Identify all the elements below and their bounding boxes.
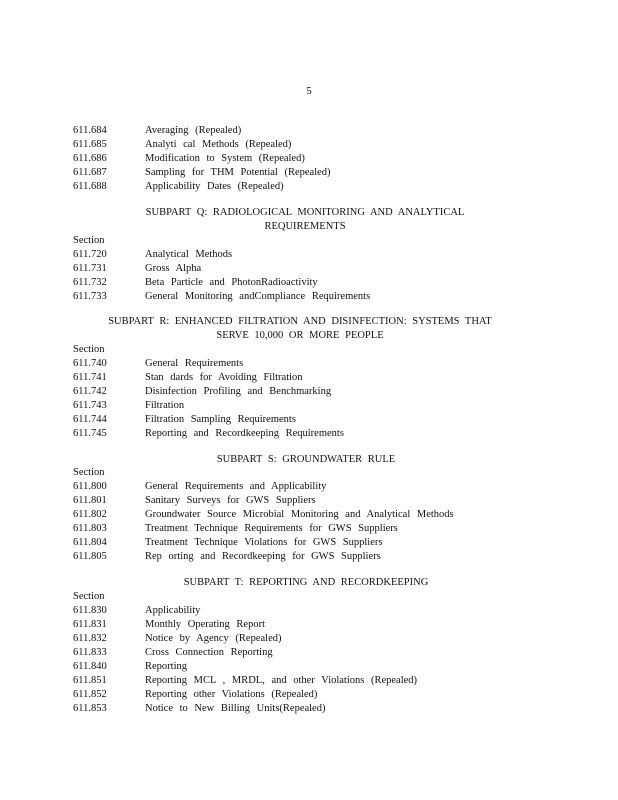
section-number: 611.743 — [73, 400, 107, 411]
section-number: 611.804 — [73, 537, 107, 548]
section-title: Groundwater Source Microbial Monitoring and Analytical Methods — [145, 509, 454, 520]
section-number: 611.732 — [73, 277, 107, 288]
toc-entry — [73, 427, 344, 441]
section-title: Applicability — [145, 605, 201, 616]
toc-entry — [73, 413, 296, 427]
toc-entry — [73, 124, 241, 138]
section-title: Analytical Methods — [145, 249, 233, 260]
section-title: Sampling for THM Potential (Repealed) — [145, 167, 331, 178]
section-number: 611.800 — [73, 481, 107, 492]
toc-entry — [73, 180, 284, 194]
toc-entry — [73, 536, 382, 550]
section-number: 611.840 — [73, 661, 107, 672]
toc-entry — [73, 660, 187, 674]
section-number: 611.831 — [73, 619, 107, 630]
toc-entry — [73, 138, 291, 152]
section-label: Section — [73, 344, 105, 355]
section-number: 611.802 — [73, 509, 107, 520]
section-number: 611.688 — [73, 181, 107, 192]
section-title: Sanitary Surveys for GWS Suppliers — [145, 495, 316, 506]
toc-entry — [73, 618, 265, 632]
toc-entry — [73, 674, 417, 688]
section-title: Cross Connection Reporting — [145, 647, 273, 658]
section-number: 611.832 — [73, 633, 107, 644]
toc-entry — [73, 494, 316, 508]
toc-entry — [73, 480, 326, 494]
section-title: Analyti cal Methods (Repealed) — [145, 139, 292, 150]
section-title: Reporting MCL , MRDL, and other Violations (Repealed) — [145, 675, 418, 686]
section-number: 611.731 — [73, 263, 107, 274]
section-number: 611.801 — [73, 495, 107, 506]
section-title: Treatment Technique Violations for GWS Suppliers — [145, 537, 383, 548]
section-number: 611.742 — [73, 386, 107, 397]
toc-entry — [73, 152, 305, 166]
section-number: 611.853 — [73, 703, 107, 714]
section-title: Rep orting and Recordkeeping for GWS Suppliers — [145, 551, 381, 562]
section-number: 611.733 — [73, 291, 107, 302]
subpart-heading: SUBPART R: ENHANCED FILTRATION AND DISINFECTION: SYSTEMS THAT SERVE 10,000 OR MORE PEOPLE — [108, 316, 498, 341]
toc-entry — [73, 399, 184, 413]
section-title: Notice to New Billing Units(Repealed) — [145, 703, 326, 714]
toc-entry — [73, 276, 318, 290]
section-number: 611.805 — [73, 551, 107, 562]
section-title: Filtration Sampling Requirements — [145, 414, 296, 425]
section-number: 611.852 — [73, 689, 107, 700]
subpart-heading: SUBPART Q: RADIOLOGICAL MONITORING AND ANALYTICAL REQUIREMENTS — [145, 207, 470, 232]
section-title: Disinfection Profiling and Benchmarking — [145, 386, 332, 397]
toc-entry — [73, 248, 232, 262]
toc-entry — [73, 508, 454, 522]
section-number: 611.833 — [73, 647, 107, 658]
section-number: 611.740 — [73, 358, 107, 369]
toc-entry — [73, 688, 317, 702]
section-label: Section — [73, 467, 105, 478]
section-title: Reporting and Recordkeeping Requirements — [145, 428, 344, 439]
section-title: General Monitoring andCompliance Requirements — [145, 291, 371, 302]
section-title: Beta Particle and PhotonRadioactivity — [145, 277, 318, 288]
section-title: Modification to System (Repealed) — [145, 153, 305, 164]
section-title: General Requirements and Applicability — [145, 481, 327, 492]
toc-entry — [73, 385, 331, 399]
section-title: Monthly Operating Report — [145, 619, 265, 630]
section-title: General Requirements — [145, 358, 244, 369]
toc-entry — [73, 166, 331, 180]
section-title: Reporting — [145, 661, 187, 672]
section-title: Averaging (Repealed) — [145, 125, 242, 136]
section-number: 611.744 — [73, 414, 107, 425]
section-number: 611.745 — [73, 428, 107, 439]
toc-entry — [73, 522, 398, 536]
section-title: Filtration — [145, 400, 185, 411]
section-title: Stan dards for Avoiding Filtration — [145, 372, 303, 383]
section-title: Applicability Dates (Repealed) — [145, 181, 284, 192]
section-number: 611.851 — [73, 675, 107, 686]
page-number: 5 — [306, 85, 312, 97]
toc-entry — [73, 550, 381, 564]
section-number: 611.687 — [73, 167, 107, 178]
section-number: 611.684 — [73, 125, 107, 136]
section-title: Notice by Agency (Repealed) — [145, 633, 282, 644]
toc-entry — [73, 290, 370, 304]
section-number: 611.685 — [73, 139, 107, 150]
section-title: Reporting other Violations (Repealed) — [145, 689, 318, 700]
subpart-heading: SUBPART T: REPORTING AND RECORDKEEPING — [183, 577, 429, 588]
toc-entry — [73, 632, 282, 646]
toc-entry — [73, 702, 325, 716]
section-number: 611.720 — [73, 249, 107, 260]
section-number: 611.686 — [73, 153, 107, 164]
section-label: Section — [73, 591, 105, 602]
toc-entry — [73, 646, 273, 660]
toc-entry — [73, 604, 200, 618]
section-title: Treatment Technique Requirements for GWS Suppliers — [145, 523, 398, 534]
section-number: 611.830 — [73, 605, 107, 616]
section-label: Section — [73, 235, 105, 246]
toc-entry — [73, 371, 303, 385]
subpart-heading: SUBPART S: GROUNDWATER RULE — [216, 454, 396, 465]
section-title: Gross Alpha — [145, 263, 202, 274]
toc-entry — [73, 262, 201, 276]
section-number: 611.803 — [73, 523, 107, 534]
toc-entry — [73, 357, 243, 371]
section-number: 611.741 — [73, 372, 107, 383]
